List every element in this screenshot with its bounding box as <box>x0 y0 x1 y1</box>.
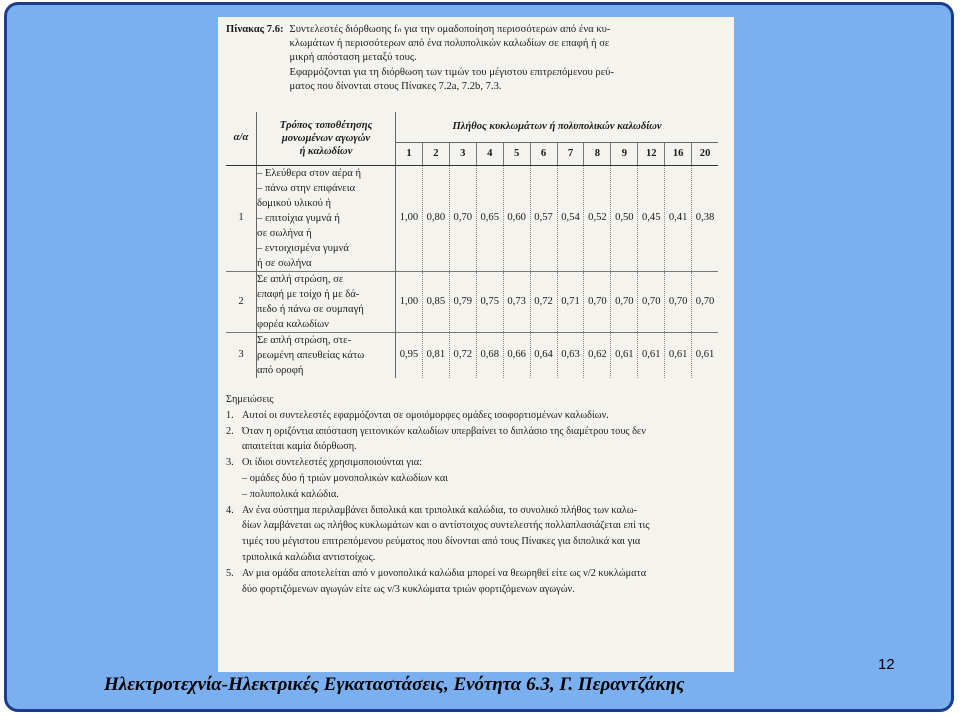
notes-section <box>226 392 726 597</box>
mode-line: Σε απλή στρώση, σε <box>257 274 344 286</box>
mode-line: – επιτοίχια γυμνά ή <box>257 213 340 225</box>
header-aa: α/α <box>226 112 257 166</box>
count-header-cell: 20 <box>692 143 718 166</box>
factor-value: 0,72 <box>449 333 476 379</box>
note-item <box>226 566 726 598</box>
note-line: δύο φορτιζόμενων αγωγών είτε ως ν/3 κυκλώματα τριών φορτιζόμενων αγωγών. <box>242 583 575 595</box>
notes-title: Σημειώσεις <box>226 394 274 406</box>
factor-value: 0,41 <box>665 166 692 272</box>
factor-value: 0,63 <box>557 333 584 379</box>
table-caption <box>226 23 726 94</box>
note-line: Οι ίδιοι συντελεστές χρησιμοποιούνται για: <box>242 457 422 469</box>
factor-value: 0,61 <box>638 333 665 379</box>
note-text <box>242 503 726 566</box>
mode-line: φορέα καλωδίων <box>257 319 329 331</box>
factor-value: 0,70 <box>638 272 665 333</box>
count-header-cell: 16 <box>665 143 692 166</box>
mode-line: – εντοιχισμένα γυμνά <box>257 243 349 255</box>
mode-line: από οροφή <box>257 365 304 377</box>
factor-value: 0,54 <box>557 166 584 272</box>
note-line: τριπολικά καλώδια αντιστοίχως. <box>242 551 376 563</box>
note-item <box>226 503 726 566</box>
mode-line: επαφή με τοίχο ή με δά- <box>257 289 360 301</box>
caption-body <box>290 23 614 94</box>
count-header-cell: 7 <box>557 143 584 166</box>
factor-value: 0,38 <box>692 166 718 272</box>
header-circuit-count: Πλήθος κυκλωμάτων ή πολυπολικών καλωδίων <box>396 112 719 143</box>
factor-value: 0,68 <box>476 333 503 379</box>
note-item <box>226 408 726 424</box>
mode-line: πεδο ή πάνω σε συμπαγή <box>257 304 364 316</box>
mode-line: ή σε σωλήνα <box>257 258 312 270</box>
caption-line: κλωμάτων ή περισσότερων από ένα πολυπολικών καλωδίων σε επαφή ή σε <box>289 38 610 50</box>
note-number: 2. <box>226 425 234 437</box>
note-line: – πολυπολικά καλώδια. <box>242 488 339 500</box>
factor-value: 0,81 <box>422 333 449 379</box>
row-number: 1 <box>238 212 244 224</box>
factor-value: 0,50 <box>611 166 638 272</box>
factor-value: 0,70 <box>665 272 692 333</box>
note-number: 1. <box>226 409 234 421</box>
note-number: 3. <box>226 457 234 469</box>
table-row <box>226 166 718 272</box>
factor-value: 0,75 <box>476 272 503 333</box>
note-line: Αυτοί οι συντελεστές εφαρμόζονται σε ομοιόμορφες ομάδες ισοφορτισμένων καλωδίων. <box>242 409 609 421</box>
factor-value: 0,61 <box>665 333 692 379</box>
note-text <box>242 566 726 598</box>
factor-value: 0,95 <box>396 333 423 379</box>
caption-line: μικρή απόσταση μεταξύ τους. <box>289 52 417 64</box>
note-item <box>226 424 726 456</box>
note-text <box>242 455 726 502</box>
note-line: τιμές του μέγιστου επιτρεπόμενου ρεύματος που δίνονται από τους Πίνακες για διπολικά και για <box>242 536 641 548</box>
note-text <box>242 408 726 424</box>
factor-value: 0,64 <box>530 333 557 379</box>
installation-mode <box>257 333 396 379</box>
table-row <box>226 272 718 333</box>
factor-value: 0,85 <box>422 272 449 333</box>
note-text <box>242 424 726 456</box>
page-number: 12 <box>878 656 895 673</box>
factor-value: 0,52 <box>584 166 611 272</box>
note-line: Αν ένα σύστημα περιλαμβάνει διπολικά και τριπολικά καλώδια, το συνολικό πλήθος των καλω- <box>242 504 638 516</box>
caption-line: ματος που δίνονται στους Πίνακες 7.2a, 7.2b, 7.3. <box>289 80 502 92</box>
installation-mode <box>257 166 396 272</box>
factor-value: 1,00 <box>396 272 423 333</box>
note-number: 5. <box>226 567 234 579</box>
note-number: 4. <box>226 504 234 516</box>
row-number: 3 <box>226 333 257 379</box>
factor-value: 0,70 <box>692 272 718 333</box>
header-installation-mode: Τρόπος τοποθέτησης μονωμένων αγωγών ή καλωδίων <box>257 112 396 166</box>
row-number: 2 <box>226 272 257 333</box>
note-line: δίων λαμβάνεται ως πλήθος κυκλωμάτων και ο αντίστοιχος συντελεστής πολλαπλασιάζεται επί τις <box>242 520 650 532</box>
mode-line: δομικού υλικού ή <box>257 198 332 210</box>
factor-value: 0,79 <box>449 272 476 333</box>
factor-value: 0,71 <box>557 272 584 333</box>
caption-label: Πίνακας 7.6: <box>226 24 284 35</box>
note-line: απαιτείται καμία διόρθωση. <box>242 441 357 453</box>
factor-value: 0,70 <box>584 272 611 333</box>
count-header-cell: 2 <box>422 143 449 166</box>
count-header-cell: 9 <box>611 143 638 166</box>
mode-line: – πάνω στην επιφάνεια <box>257 183 356 195</box>
installation-mode <box>257 272 396 333</box>
factor-value: 0,65 <box>476 166 503 272</box>
factor-value: 1,00 <box>399 212 419 224</box>
caption-line: Εφαρμόζονται για τη διόρθωση των τιμών του μέγιστου επιτρεπόμενου ρεύ- <box>289 66 614 78</box>
factor-value: 0,73 <box>503 272 530 333</box>
factor-value: 0,66 <box>503 333 530 379</box>
factor-value: 0,70 <box>449 166 476 272</box>
count-header-cell: 8 <box>584 143 611 166</box>
count-header-cell: 3 <box>449 143 476 166</box>
count-header-cell: 12 <box>638 143 665 166</box>
mode-line: – Ελεύθερα στον αέρα ή <box>257 168 361 180</box>
note-line: Όταν η οριζόντια απόσταση γειτονικών καλωδίων υπερβαίνει το διπλάσιο της διαμέτρου τους δεν <box>242 425 646 437</box>
table-row <box>226 333 718 379</box>
scanned-table-image <box>218 17 734 672</box>
count-header-cell: 1 <box>396 143 423 166</box>
factor-value: 0,70 <box>611 272 638 333</box>
mode-line: ρεωμένη απευθείας κάτω <box>257 350 365 362</box>
note-line: Αν μια ομάδα αποτελείται από ν μονοπολικά καλώδια μπορεί να θεωρηθεί είτε ως ν/2 κυκλώματα <box>242 567 647 579</box>
notes-list <box>226 408 726 598</box>
factor-value: 0,45 <box>638 166 665 272</box>
factor-value: 0,72 <box>530 272 557 333</box>
correction-factor-table <box>226 112 718 378</box>
note-item <box>226 455 726 502</box>
mode-line: Σε απλή στρώση, στε- <box>257 335 352 347</box>
factor-value: 0,60 <box>503 166 530 272</box>
count-header-cell: 6 <box>530 143 557 166</box>
factor-value: 0,57 <box>530 166 557 272</box>
factor-value: 0,61 <box>611 333 638 379</box>
table-body <box>226 166 718 379</box>
count-header-cell: 4 <box>476 143 503 166</box>
slide-footer: Ηλεκτροτεχνία-Ηλεκτρικές Εγκαταστάσεις, Ενότητα 6.3, Γ. Περαντζάκης <box>104 674 685 695</box>
factor-value: 0,80 <box>422 166 449 272</box>
caption-line: Συντελεστές διόρθωσης fₙ για την ομαδοποίηση περισσότερων από ένα κυ- <box>289 24 611 35</box>
factor-value: 0,61 <box>692 333 718 379</box>
factor-value: 0,62 <box>584 333 611 379</box>
count-header-cell: 5 <box>503 143 530 166</box>
mode-line: σε σωλήνα ή <box>257 228 312 240</box>
note-line: – ομάδες δύο ή τριών μονοπολικών καλωδίων και <box>242 473 449 484</box>
